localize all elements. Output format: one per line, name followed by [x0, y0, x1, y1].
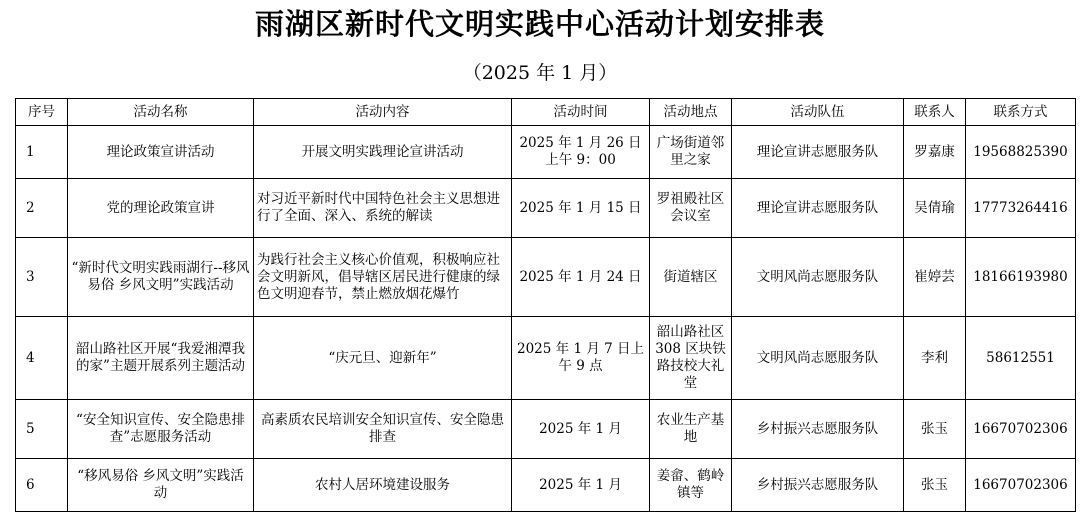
- header-team: 活动队伍: [732, 99, 904, 126]
- cell-team: 文明风尚志愿服务队: [732, 317, 904, 400]
- cell-time: 2025 年 1 月 26 日上午 9：00: [512, 126, 650, 179]
- cell-no: 3: [16, 238, 68, 317]
- cell-content: 农村人居环境建设服务: [254, 459, 512, 512]
- table-row: [16, 459, 1076, 512]
- cell-time: 2025 年 1 月 7 日上午 9 点: [512, 317, 650, 400]
- cell-time: 2025 年 1 月: [512, 459, 650, 512]
- header-place: 活动地点: [650, 99, 732, 126]
- cell-content: 高素质农民培训安全知识宣传、安全隐患排查: [254, 400, 512, 459]
- page-title: 雨湖区新时代文明实践中心活动计划安排表: [254, 7, 825, 41]
- table-row: [16, 238, 1076, 317]
- table-row: [16, 126, 1076, 179]
- cell-phone: 16670702306: [966, 459, 1076, 512]
- cell-content: 为践行社会主义核心价值观，积极响应社会文明新风，倡导辖区居民进行健康的绿色文明迎春节，禁止燃放烟花爆竹: [254, 238, 512, 317]
- table-row: [16, 400, 1076, 459]
- table-row: [16, 179, 1076, 238]
- cell-team: 乡村振兴志愿服务队: [732, 400, 904, 459]
- header-content: 活动内容: [254, 99, 512, 126]
- cell-no: 2: [16, 179, 68, 238]
- cell-no: 1: [16, 126, 68, 179]
- cell-no: 5: [16, 400, 68, 459]
- cell-content: 开展文明实践理论宣讲活动: [254, 126, 512, 179]
- cell-contact: 李利: [904, 317, 966, 400]
- cell-content: 对习近平新时代中国特色社会主义思想进行了全面、深入、系统的解读: [254, 179, 512, 238]
- cell-time: 2025 年 1 月 15 日: [512, 179, 650, 238]
- cell-name: “移风易俗 乡风文明”实践活动: [68, 459, 254, 512]
- activity-table: [15, 98, 1076, 512]
- cell-contact: 罗嘉康: [904, 126, 966, 179]
- table-row: [16, 317, 1076, 400]
- cell-name: 韶山路社区开展“我爱湘潭我的家”主题开展系列主题活动: [68, 317, 254, 400]
- header-no: 序号: [16, 99, 68, 126]
- header-contact: 联系人: [904, 99, 966, 126]
- cell-contact: 张玉: [904, 400, 966, 459]
- cell-name: 党的理论政策宣讲: [68, 179, 254, 238]
- page-subtitle: （2025 年 1 月）: [462, 62, 618, 84]
- cell-phone: 16670702306: [966, 400, 1076, 459]
- header-phone: 联系方式: [966, 99, 1076, 126]
- cell-place: 姜畲、鹤岭镇等: [650, 459, 732, 512]
- cell-contact: 崔婷芸: [904, 238, 966, 317]
- header-name: 活动名称: [68, 99, 254, 126]
- header-time: 活动时间: [512, 99, 650, 126]
- cell-place: 韶山路社区 308 区块铁路技校大礼堂: [650, 317, 732, 400]
- cell-time: 2025 年 1 月: [512, 400, 650, 459]
- cell-name: “安全知识宣传、安全隐患排查”志愿服务活动: [68, 400, 254, 459]
- cell-team: 乡村振兴志愿服务队: [732, 459, 904, 512]
- table-header-row: [16, 99, 1076, 126]
- cell-team: 文明风尚志愿服务队: [732, 238, 904, 317]
- cell-place: 广场街道邻里之家: [650, 126, 732, 179]
- cell-name: 理论政策宣讲活动: [68, 126, 254, 179]
- cell-phone: 17773264416: [966, 179, 1076, 238]
- cell-phone: 58612551: [966, 317, 1076, 400]
- cell-place: 街道辖区: [650, 238, 732, 317]
- cell-place: 农业生产基地: [650, 400, 732, 459]
- cell-content: “庆元旦、迎新年”: [254, 317, 512, 400]
- cell-team: 理论宣讲志愿服务队: [732, 126, 904, 179]
- cell-team: 理论宣讲志愿服务队: [732, 179, 904, 238]
- cell-no: 6: [16, 459, 68, 512]
- cell-no: 4: [16, 317, 68, 400]
- cell-time: 2025 年 1 月 24 日: [512, 238, 650, 317]
- cell-contact: 吴倩瑜: [904, 179, 966, 238]
- cell-phone: 19568825390: [966, 126, 1076, 179]
- cell-contact: 张玉: [904, 459, 966, 512]
- cell-place: 罗祖殿社区会议室: [650, 179, 732, 238]
- cell-name: “新时代文明实践雨湖行--移风易俗 乡风文明”实践活动: [68, 238, 254, 317]
- cell-phone: 18166193980: [966, 238, 1076, 317]
